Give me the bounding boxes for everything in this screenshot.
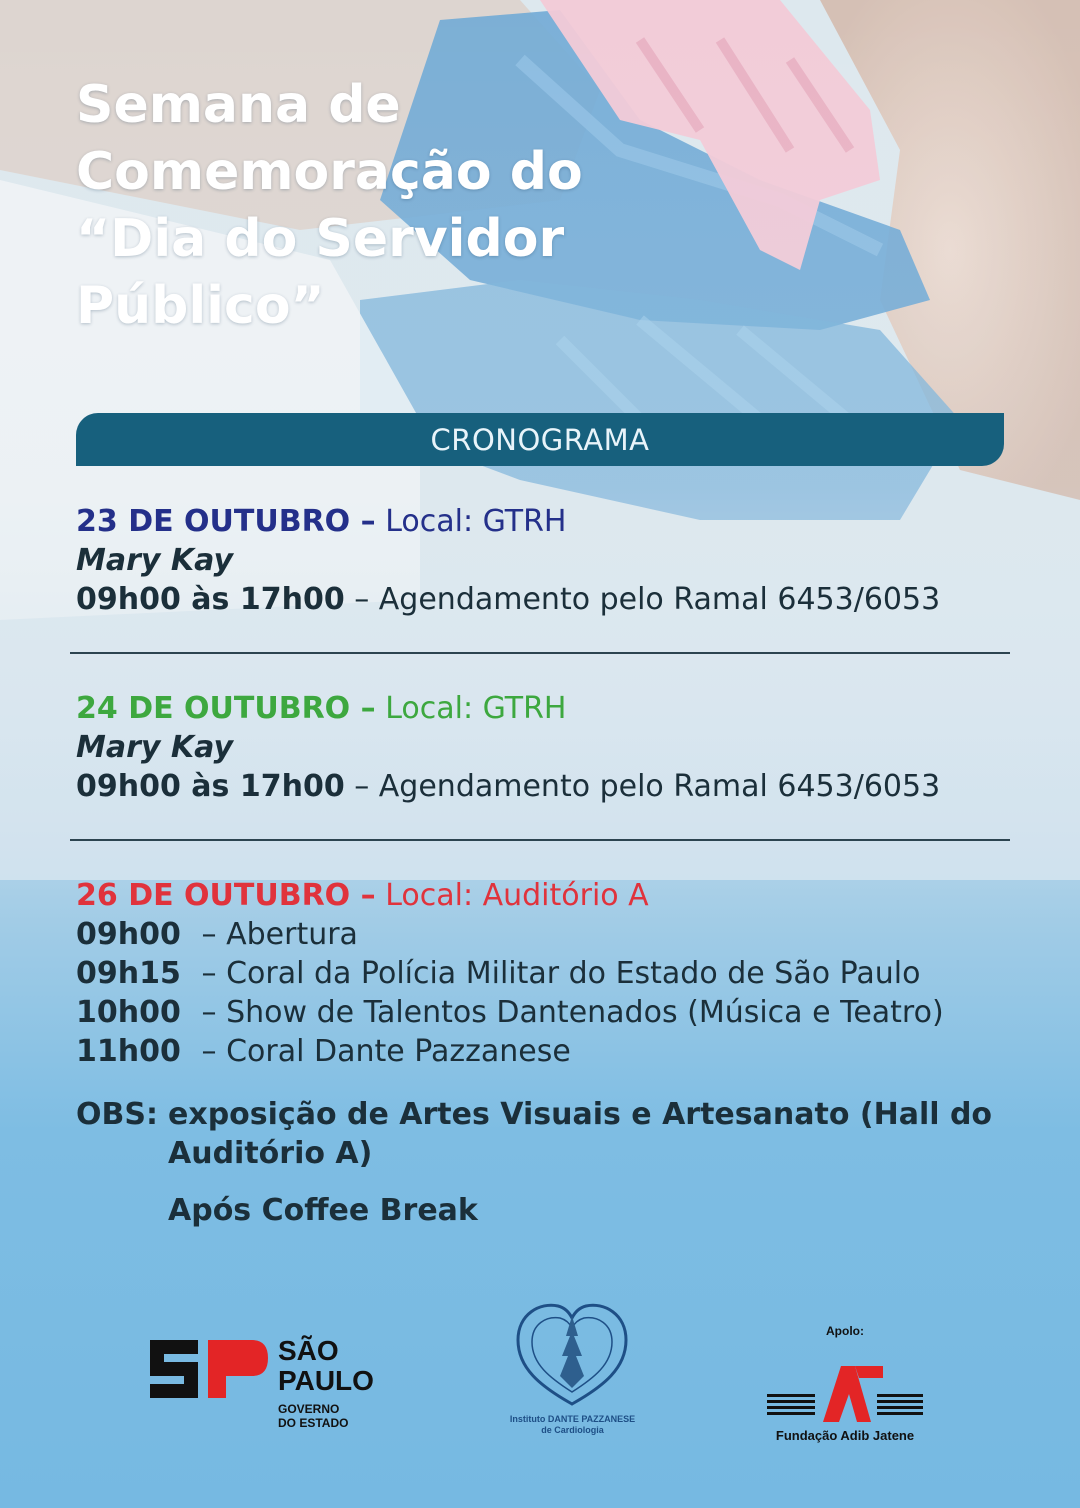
- schedule-day-24: [76, 689, 1016, 806]
- schedule-day-26: [76, 876, 1016, 1071]
- sp-line: SÃO: [278, 1335, 339, 1366]
- schedule-time: 09h15: [76, 956, 181, 991]
- sp-mark-icon: [150, 1340, 268, 1398]
- sao-paulo-logo: [150, 1335, 400, 1438]
- schedule-text: – Coral da Polícia Militar do Estado de São Paulo: [201, 956, 921, 991]
- schedule-text: – Abertura: [201, 917, 358, 952]
- obs-line: exposição de Artes Visuais e Artesanato (Hall do: [168, 1097, 993, 1132]
- title-line: Comemoração do: [76, 142, 583, 202]
- obs-note: [76, 1095, 1006, 1173]
- dante-line: de Cardiologia: [541, 1425, 604, 1435]
- day-date: 26 DE OUTUBRO –: [76, 878, 376, 913]
- day-detail: – Agendamento pelo Ramal 6453/6053: [354, 582, 941, 617]
- schedule-time: 10h00: [76, 995, 181, 1030]
- support-label: Apolo:: [826, 1324, 864, 1338]
- title-line: Público”: [76, 276, 325, 336]
- day-location: Local: Auditório A: [385, 878, 649, 913]
- day-activity: Mary Kay: [76, 730, 234, 765]
- schedule-time: 09h00: [76, 917, 181, 952]
- schedule-day-23: [76, 502, 1016, 619]
- heart-seal-icon: [500, 1296, 645, 1408]
- divider: [70, 652, 1010, 654]
- day-date: 23 DE OUTUBRO –: [76, 504, 376, 539]
- schedule-time: 11h00: [76, 1034, 181, 1069]
- day-activity: Mary Kay: [76, 543, 234, 578]
- title-line: “Dia do Servidor: [76, 209, 565, 269]
- obs-after: Após Coffee Break: [168, 1193, 478, 1228]
- obs-line: Auditório A): [168, 1136, 373, 1171]
- sp-line: GOVERNO: [278, 1402, 340, 1416]
- sp-line: PAULO: [278, 1365, 374, 1396]
- dante-pazzanese-logo: [500, 1296, 645, 1446]
- title-line: Semana de: [76, 75, 401, 135]
- dante-line: Instituto DANTE PAZZANESE: [509, 1414, 636, 1424]
- day-time: 09h00 às 17h00: [76, 582, 345, 617]
- day-time: 09h00 às 17h00: [76, 769, 345, 804]
- schedule-item: [76, 915, 1016, 954]
- schedule-item: [76, 993, 1016, 1032]
- page-title: [76, 72, 696, 340]
- cronograma-banner: [76, 413, 1004, 466]
- schedule-text: – Show de Talentos Dantenados (Música e Teatro): [201, 995, 944, 1030]
- obs-text: [168, 1095, 992, 1173]
- fundacao-mark-icon: [765, 1358, 925, 1422]
- fundacao-adib-jatene-logo: [760, 1322, 930, 1452]
- day-location: Local: GTRH: [385, 504, 567, 539]
- schedule-item: [76, 1032, 1016, 1071]
- day-detail: – Agendamento pelo Ramal 6453/6053: [354, 769, 941, 804]
- sp-line: DO ESTADO: [278, 1416, 349, 1430]
- banner-label: CRONOGRAMA: [430, 422, 650, 457]
- obs-label: OBS:: [76, 1097, 158, 1132]
- day-location: Local: GTRH: [385, 691, 567, 726]
- day-date: 24 DE OUTUBRO –: [76, 691, 376, 726]
- divider: [70, 839, 1010, 841]
- fundacao-name: Fundação Adib Jatene: [775, 1428, 915, 1443]
- schedule-item: [76, 954, 1016, 993]
- schedule-text: – Coral Dante Pazzanese: [201, 1034, 571, 1069]
